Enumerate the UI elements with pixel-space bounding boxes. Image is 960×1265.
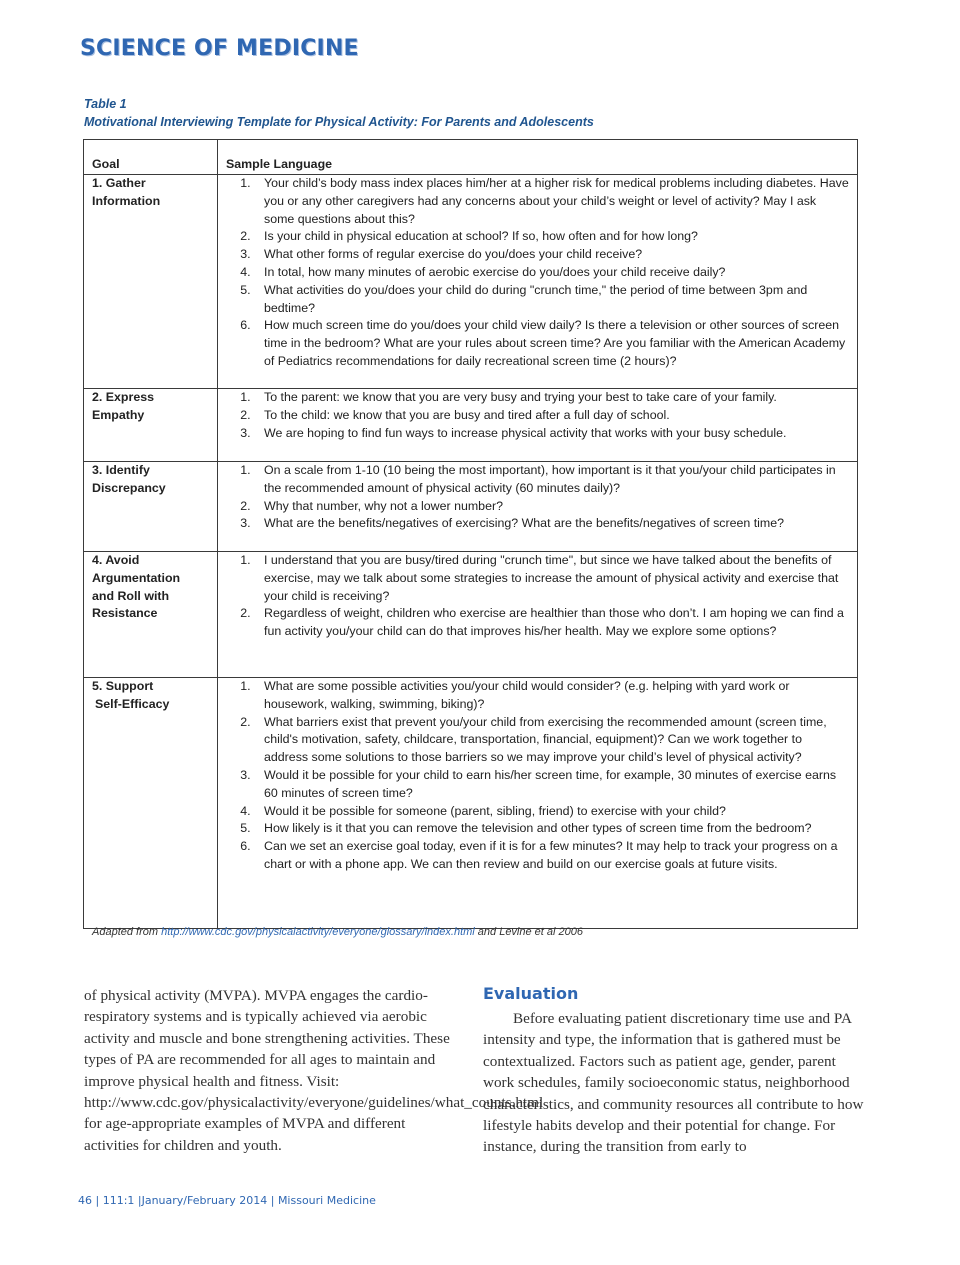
table-source-note [92, 926, 583, 938]
list-item: 3. We are hoping to find fun ways to increase physical activity that works with your busy schedule. [254, 425, 849, 443]
list-item: 1. Your child’s body mass index places him/her at a higher risk for medical problems including diabetes. Have you or any other caregivers had any concerns about your child’s weight or level of activity? May I ask some questions about this? [254, 175, 849, 228]
list-item: 6. How much screen time do you/does your child view daily? Is there a television or other sources of screen time in the bedroom? What are your rules about screen time? Are you familiar with the American Academy of Pediatrics recommendations for daily recreational screen time (2 hours)? [254, 317, 849, 370]
note-suffix: and Levine et al 2006 [474, 926, 583, 938]
sample-language-list [226, 175, 849, 371]
goal-label: 1. Gather Information [92, 176, 161, 208]
sample-language-list [226, 552, 849, 641]
table-row [84, 462, 858, 552]
list-item: 2. Why that number, why not a lower number? [254, 498, 849, 516]
list-item: 2. Is your child in physical education at school? If so, how often and for how long? [254, 228, 849, 246]
header-goal: Goal [84, 140, 218, 175]
list-item: 5. What activities do you/does your child do during "crunch time," the period of time between 3pm and bedtime? [254, 282, 849, 318]
masthead-title: SCIENCE OF MEDICINE [80, 36, 359, 61]
goal-label: 2. Express Empathy [92, 390, 154, 422]
right-column-paragraph: Before evaluating patient discretionary time use and PA intensity and type, the information that is gathered must be contextualized. Factors such as patient age, gender, parent work schedules, family socioeconomic status, neighborhood characteristics, and community resources all contribute to how lifestyle habits develop and their potential for change. For instance, during the transition from early to [483, 1010, 864, 1156]
list-item: 1. On a scale from 1-10 (10 being the most important), how important is it that you/your child participates in the recommended amount of physical activity (60 minutes daily)? [254, 462, 849, 498]
list-item: 5. How likely is it that you can remove the television and other types of screen time from the bedroom? [254, 820, 849, 838]
source-link[interactable]: http://www.cdc.gov/physicalactivity/everyone/glossary/index.html [161, 926, 475, 938]
list-item: 4. Would it be possible for someone (parent, sibling, friend) to exercise with your child? [254, 803, 849, 821]
goal-label: 4. Avoid Argumentation and Roll with Resistance [92, 553, 181, 621]
sample-language-list [226, 678, 849, 874]
table-title: Motivational Interviewing Template for Physical Activity: For Parents and Adolescents [84, 115, 594, 129]
note-prefix: Adapted from [92, 926, 162, 938]
left-column-paragraph: of physical activity (MVPA). MVPA engages the cardio-respiratory systems and is typically achieved via aerobic activity and muscle and bone strengthening activities. These types of PA are recommended for all ages to maintain and improve physical health and fitness. Visit: http://www.cdc.gov/physicalactivity/everyone/guidelines/what_counts.html for age-appropriate examples of MVPA and different activities for children and youth. [84, 987, 544, 1154]
goal-label: 5. Support [92, 679, 154, 693]
goal-label-line2: Self-Efficacy [95, 696, 170, 711]
right-column [483, 1008, 868, 1158]
list-item: 2. To the child: we know that you are busy and tired after a full day of school. [254, 407, 849, 425]
list-item: 1. To the parent: we know that you are very busy and trying your best to take care of your family. [254, 389, 849, 407]
table-row [84, 389, 858, 462]
table-number: Table 1 [84, 97, 127, 111]
list-item: 2. Regardless of weight, children who exercise are healthier than those who don’t. I am hoping we can find a fun activity you/your child can do that improves his/her health. May we explore some options? [254, 605, 849, 641]
sample-language-list [226, 389, 849, 442]
sample-language-list [226, 462, 849, 533]
mi-template-table [83, 139, 858, 929]
header-sample-language: Sample Language [218, 140, 858, 175]
list-item: 6. Can we set an exercise goal today, even if it is for a few minutes? It may help to track your progress on a chart or with a phone app. We can then review and build on our exercise goals at future visits. [254, 838, 849, 874]
list-item: 2. What barriers exist that prevent you/your child from exercising the recommended amount (screen time, child's motivation, safety, childcare, transportation, financial, equipment)? Can we work together to address some solutions to those barriers so we may improve your child’s level of physical activity? [254, 714, 849, 767]
page-footer: 46 | 111:1 |January/February 2014 | Missouri Medicine [78, 1194, 376, 1207]
table-row [84, 552, 858, 678]
list-item: 3. What other forms of regular exercise do you/does your child receive? [254, 246, 849, 264]
list-item: 3. Would it be possible for your child to earn his/her screen time, for example, 30 minutes of exercise earns 60 minutes of screen time? [254, 767, 849, 803]
goal-label: 3. Identify Discrepancy [92, 463, 166, 495]
list-item: 3. What are the benefits/negatives of exercising? What are the benefits/negatives of screen time? [254, 515, 849, 533]
section-heading-evaluation: Evaluation [483, 984, 579, 1003]
table-header-row [84, 140, 858, 175]
list-item: 1. What are some possible activities you/your child would consider? (e.g. helping with yard work or housework, walking, swimming, biking)? [254, 678, 849, 714]
table-row [84, 175, 858, 389]
list-item: 4. In total, how many minutes of aerobic exercise do you/does your child receive daily? [254, 264, 849, 282]
table-row [84, 678, 858, 929]
list-item: 1. I understand that you are busy/tired during "crunch time", but since we have talked about the benefits of exercise, may we talk about some strategies to increase the amount of physical activity and exercise that your child is receiving? [254, 552, 849, 605]
